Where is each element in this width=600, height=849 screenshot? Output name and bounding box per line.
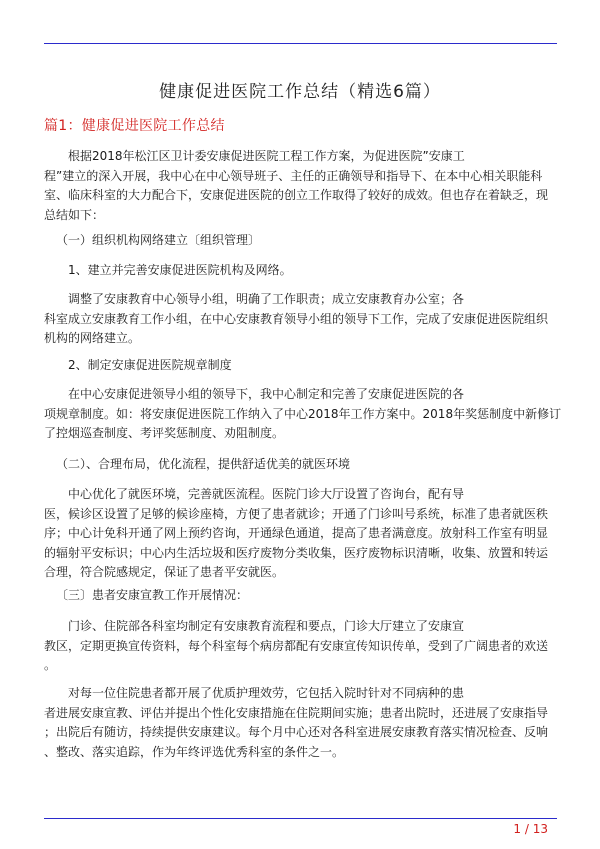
text-line: 合理，符合院感规定，保证了患者平安就医。 [44, 565, 285, 579]
text-line: 、整改、落实追踪，作为年终评选优秀科室的条件之一。 [44, 744, 345, 759]
subheading-item-1 [44, 261, 556, 281]
text-line: 序；中心计免科开通了网上预约咨询，开通绿色通道，提高了患者满意度。放射科工作室有明显 [44, 526, 549, 540]
text-line: 机构的网络建立。 [44, 331, 141, 345]
header-rule [44, 43, 557, 44]
page-indicator: 1 / 13 [513, 822, 548, 836]
text-line: 程”建立的深入开展，我中心在中心领导班子、主任的正确领导和指导下、在本中心相关职能科 [44, 168, 543, 183]
text-line: 室、临床科室的大力配合下，安康促进医院的创立工作取得了较好的成效。但也存在着缺乏，现 [44, 188, 549, 202]
text-line: 了控烟巡查制度、考评奖惩制度、劝阻制度。 [44, 426, 285, 440]
text-line: ；出院后有随访，持续提供安康建议。每个月中心还对各科室进展安康教育落实情况检查、反响 [44, 725, 549, 739]
text-line: 根据2018年松江区卫计委安康促进医院工程工作方案，为促进医院”安康工 [68, 149, 465, 163]
subheading-organization [44, 231, 556, 251]
paragraph-leadership [44, 290, 556, 349]
text-line: 项规章制度。如：将安康促进医院工作纳入了中心2018年工作方案中。2018年奖惩制度中新修订 [44, 406, 562, 421]
text-line: 的辐射平安标识；中心内生活垃圾和医疗废物分类收集，医疗废物标识清晰，收集、放置和转运 [44, 545, 549, 560]
text-line: 对每一位住院患者都开展了优质护理效劳，它包括入院时针对不同病种的患 [68, 686, 465, 700]
section-heading: 篇1：健康促进医院工作总结 [44, 118, 225, 134]
text-line: 总结如下： [44, 207, 105, 222]
footer-rule [44, 818, 557, 819]
text-line: 2、制定安康促进医院规章制度 [68, 358, 232, 372]
text-line: （二）、合理布局，优化流程，提供舒适优美的就医环境 [56, 457, 351, 471]
subheading-item-2 [44, 356, 556, 376]
document-title: 健康促进医院工作总结（精选6篇） [159, 82, 441, 102]
paragraph-intro [44, 147, 556, 225]
text-line: 在中心安康促进领导小组的领导下，我中心制定和完善了安康促进医院的各 [68, 387, 465, 401]
text-line: 教区，定期更换宣传资料，每个科室每个病房都配有安康宣传知识传单，受到了广阔患者的欢送 [44, 638, 549, 653]
paragraph-regulations [44, 385, 562, 444]
subheading-education [44, 586, 556, 606]
paragraph-environment [44, 485, 556, 583]
text-line: 调整了安康教育中心领导小组，明确了工作职责；成立安康教育办公室；各 [68, 292, 465, 306]
text-line: 。 [44, 658, 57, 672]
text-line: 科室成立安康教育工作小组，在中心安康教育领导小组的领导下工作，完成了安康促进医院组织 [44, 311, 549, 326]
text-line: 1、建立并完善安康促进医院机构及网络。 [68, 263, 292, 277]
paragraph-outpatient [44, 617, 556, 676]
paragraph-inpatient [44, 684, 556, 762]
text-line: （一）组织机构网络建立〔组织管理〕 [56, 233, 261, 247]
text-line: 医，候诊区设置了足够的候诊座椅，方便了患者就诊；开通了门诊叫号系统，标准了患者就医秩 [44, 506, 549, 521]
text-line: 者进展安康宣教、评估并提出个性化安康措施在住院期间实施；患者出院时，还进展了安康指导 [44, 705, 549, 720]
text-line: 〔三〕患者安康宣教工作开展情况： [56, 588, 249, 602]
subheading-layout [44, 455, 556, 475]
text-line: 中心优化了就医环境，完善就医流程。医院门诊大厅设置了咨询台，配有导 [68, 487, 465, 501]
text-line: 门诊、住院部各科室均制定有安康教育流程和要点，门诊大厅建立了安康宣 [68, 619, 465, 633]
